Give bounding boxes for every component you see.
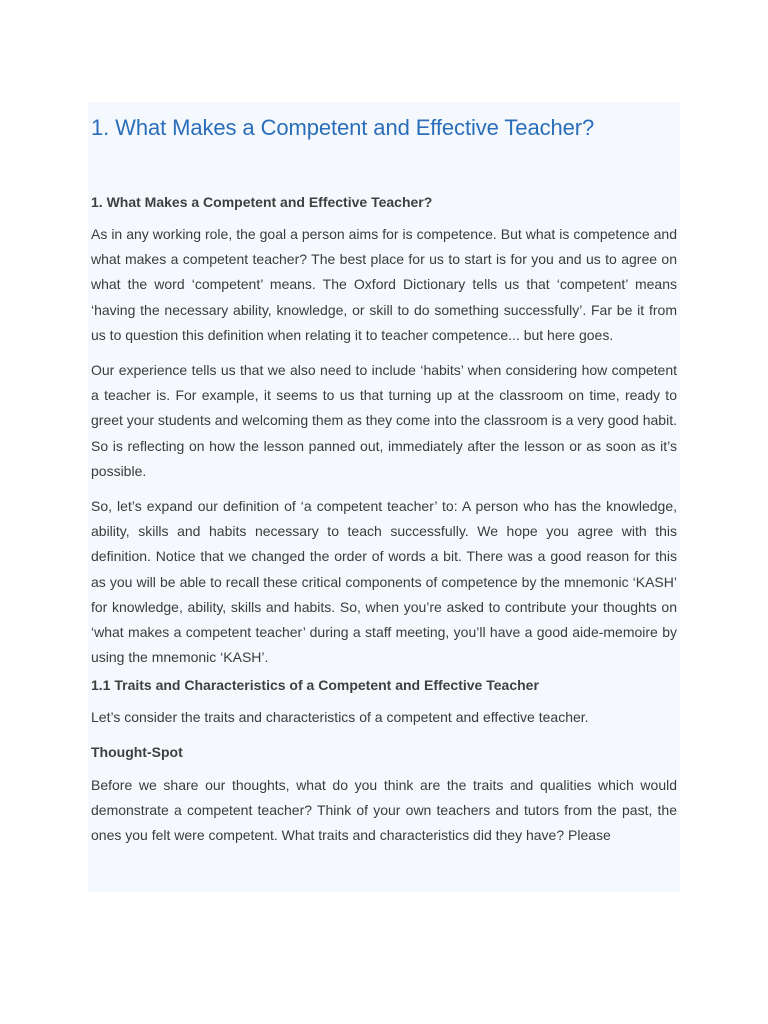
paragraph-traits-intro: Let’s consider the traits and characteristics of a competent and effective teacher. [91, 709, 589, 726]
paragraph-kash-definition: So, let’s expand our definition of ‘a competent teacher’ to: A person who has the knowledge, ability, skills and habits necessary to teach successfully. We hope you agree with this definition. Notice that we changed the order of words a bit. There was a good reason for this as you will be able to recall these critical components of competence by the mnemonic ‘KASH’ for knowledge, ability, skills and habits. So, when you’re asked to contribute your thoughts on ‘what makes a competent teacher’ during a staff meeting, you’ll have a good aide-memoire by using the mnemonic ‘KASH’. [91, 498, 677, 666]
subsection-heading: 1.1 Traits and Characteristics of a Competent and Effective Teacher [91, 677, 539, 694]
article-panel [88, 102, 680, 892]
paragraph-competence-intro: As in any working role, the goal a person aims for is competence. But what is competence and what makes a competent teacher? The best place for us to start is for you and us to agree on what the word ‘competent’ means. The Oxford Dictionary tells us that ‘competent’ means ‘having the necessary ability, knowledge, or skill to do something successfully’. Far be it from us to question this definition when relating it to teacher competence... but here goes. [91, 226, 677, 343]
paragraph-thought-spot: Before we share our thoughts, what do you think are the traits and qualities which would demonstrate a competent teacher? Think of your own teachers and tutors from the past, the ones you felt were competent. What traits and characteristics did they have? Please [91, 776, 677, 844]
paragraph-habits: Our experience tells us that we also need to include ‘habits’ when considering how competent a teacher is. For example, it seems to us that turning up at the classroom on time, ready to greet your students and welcoming them as they come into the classroom is a very good habit. So is reflecting on how the lesson panned out, immediately after the lesson or as soon as it’s possible. [91, 362, 677, 479]
page-title: 1. What Makes a Competent and Effective Teacher? [91, 115, 595, 140]
thought-spot-heading: Thought-Spot [91, 743, 183, 760]
section-heading: 1. What Makes a Competent and Effective Teacher? [91, 194, 433, 210]
